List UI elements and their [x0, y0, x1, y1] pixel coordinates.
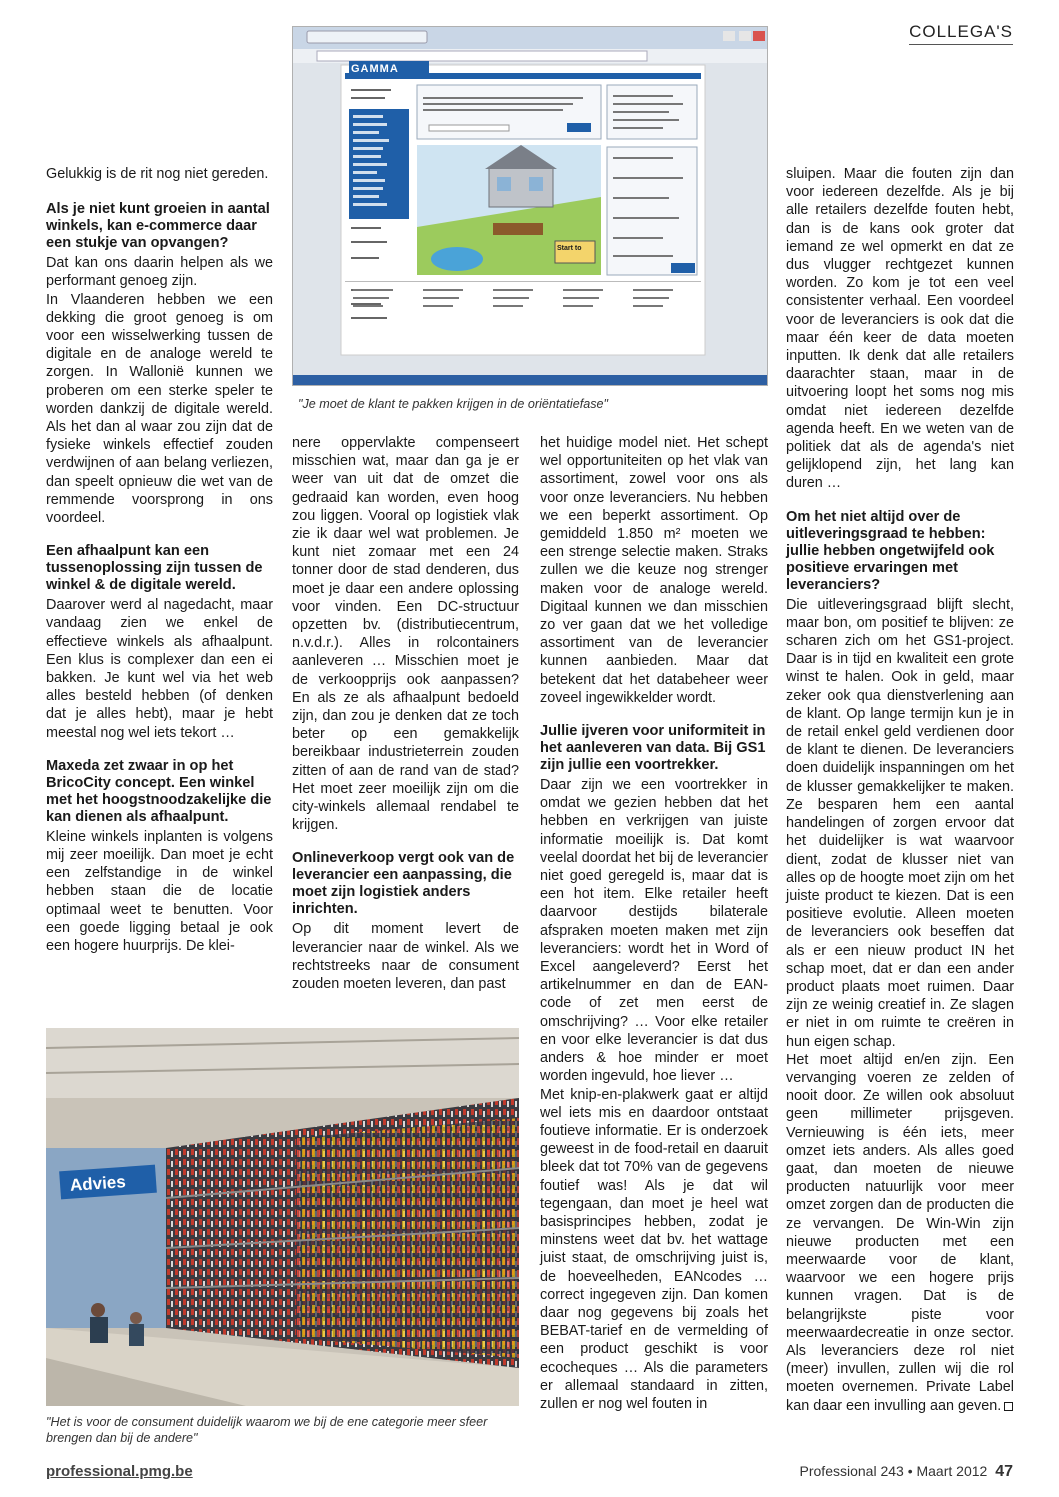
article-column-3 — [540, 434, 768, 1413]
article-heading: Als je niet kunt groeien in aantal winkels, kan e-commerce daar een stukje van opvangen? — [46, 201, 270, 252]
website-screenshot — [292, 26, 768, 386]
article-paragraph: het huidige model niet. Het schept wel opportuniteiten op het vlak van assortiment, zowel voor ons als voor onze leveranciers. Nu hebben we een beperkt assortiment. Op gemiddeld 1.850 m² moeten we een strenge selectie maken. Straks zullen we die keuze nog strenger maken voor de analoge wereld. Digitaal kunnen we dan misschien zo ver gaan dat we het volledige assortiment van de leverancier kunnen aanbieden. Maar dat betekent dat het databeheer weer zoveel ingewikkelder wordt. — [540, 435, 768, 706]
photo-caption: "Het is voor de consument duidelijk waarom we bij de ene categorie meer sfeer brengen dan bij de andere" — [46, 1415, 488, 1445]
footer-website[interactable]: professional.pmg.be — [46, 1463, 193, 1480]
end-of-article-icon — [1004, 1402, 1013, 1411]
article-heading: Maxeda zet zwaar in op het BricoCity concept. Een winkel met het hoogstnoodzakelijke die kan dienen als afhaalpunt. — [46, 757, 272, 825]
article-paragraph: Gelukkig is de rit nog niet gereden. — [46, 166, 269, 182]
gamma-logo: GAMMA — [351, 63, 399, 75]
article-heading: Om het niet altijd over de uitleveringsgraad te hebben: jullie hebben ongetwijfeld ook positieve ervaringen met leveranciers? — [786, 508, 995, 593]
article-paragraph: Dat kan ons daarin helpen als we performant genoeg zijn. — [46, 255, 273, 290]
advies-sign: Advies — [69, 1172, 127, 1195]
article-column-1 — [46, 165, 273, 955]
article-paragraph: In Vlaanderen hebben we een dekking die groot genoeg is om voor een wisselwerking tussen de digitale en de analoge wereld te zorgen. In Wallonië kunnen we proberen om een sterke speler te worden dankzij de digitale wereld. Als het dan al waar zou zijn dat de fysieke winkels effectief zouden verdwijnen of aan belang verliezen, dan speelt opnieuw die wet van de remmende voorsprong in ons voordeel. — [46, 291, 273, 527]
screenshot-caption: "Je moet de klant te pakken krijgen in de oriëntatiefase" — [298, 397, 608, 411]
article-paragraph: sluipen. Maar die fouten zijn dan voor iedereen dezelfde. Als je bij alle retailers dezelfde fouten hebt, dan is de kans ook groter dat iemand ze wel opmerkt en dat ze dus vlugger rechtgezet kunnen worden. Zo kom je tot een veel consistenter verhaal. Een voordeel voor de leveranciers is ook dat die maar één keer de data moeten inputten. Ik denk dat alle retailers daarachter staan, maar in de uitvoering loopt het soms nog mis omdat niet iedereen dezelfde agenda heeft. En we weten van de politiek dat als de agenda's niet gelijklopend zijn, het lang kan duren … — [786, 166, 1014, 492]
store-aisle-photo — [46, 1028, 519, 1406]
article-column-2 — [292, 434, 519, 993]
article-paragraph: Kleine winkels inplanten is volgens mij zeer moeilijk. Dan moet je echt een zelfstandige in de winkel hebben staan die de locatie optimaal weet te benutten. Voor een goede ligging betaal je ook een hogere huurprijs. De klei- — [46, 828, 273, 955]
article-paragraph: Daarover werd al nagedacht, maar vandaag zien we enkel de effectieve winkels als afhaalpunt. Een klus is complexer dan een ei bakken. Je kunt wel via het web alles besteld hebben (of denken dat je alles hebt), maar je hebt meestal nog wel iets tekort … — [46, 597, 273, 741]
article-paragraph: Daar zijn we een voortrekker in omdat we gezien hebben dat het hebben en verkrijgen van juiste informatie moeilijk is. Dat komt veelal doordat het bij de leverancier niet goed geregeld is, maar dat is een hot item. Elke retailer heeft daarvoor destijds bilaterale afspraken moeten maken met zijn leveranciers: wordt het in Word of Excel aangeleverd? Eerst het artikelnummer en dan de EAN-code of zet men eerst de omschrijving? … Voor elke retailer en voor elke leverancier is dat dus anders & hoe minder er moet worden ingevuld, hoe liever … — [540, 777, 768, 1085]
footer-issue — [800, 1463, 1013, 1481]
issue-info: Professional 243 • Maart 2012 — [799, 1463, 988, 1479]
section-label: COLLEGA'S — [909, 22, 1013, 45]
store-aisle-graphic — [46, 1028, 519, 1406]
start-to-banner: Start to — [557, 245, 582, 252]
article-paragraph: Op dit moment levert de leverancier naar de winkel. Als we rechtstreeks naar de consument zouden moeten leveren, dan past — [292, 921, 519, 993]
article-heading: Jullie ijveren voor uniformiteit in het aanleveren van data. Bij GS1 zijn jullie een voortrekker. — [540, 723, 766, 774]
website-screenshot-graphic — [293, 27, 768, 386]
article-paragraph: Het moet altijd en/en zijn. Een vervanging voeren ze zelden of nooit door. Ze willen ook absoluut geen millimeter prijsgeven. Vernieuwing is één iets, meer omzet iets anders. Als alles goed gaat, dan moeten de nieuwe producten natuurlijk voor meer omzet zorgen dan de producten die ze vervangen. De Win-Win zijn nieuwe producten met een meerwaarde voor de klant, waarvoor we een hogere prijs kunnen vragen. Dat is de belangrijkste piste voor meerwaardecreatie in onze sector. Als leveranciers deze rol niet (meer) invullen, zullen wij die rol moeten overnemen. Private Label kan daar een invulling aan geven. — [786, 1051, 1014, 1414]
article-heading: Onlineverkoop vergt ook van de leverancier een aanpassing, die moet zijn logistiek anders inrichten. — [292, 850, 515, 918]
article-paragraph: Met knip-en-plakwerk gaat er altijd wel iets mis en daardoor ontstaat foutieve informatie. Er is onderzoek geweest in de food-retail en daaruit bleek dat tot 70% van de gegevens foutief was! Als je dat wil tegengaan, dan moet je heel wat basisprincipes hebben, zodat je minstens weet dat bv. het wattage juist staat, de omschrijving juist is, de hoeveelheden, EANcodes … correct ingegeven zijn. Dan komen daar nog gegevens bij zoals het BEBAT-tarief en de vermelding of een product geschikt is voor ecocheques … Als die parameters er allemaal standaard in zitten, zullen er nog wel fouten in — [540, 1086, 768, 1412]
article-column-4 — [786, 165, 1014, 1415]
article-paragraph: Die uitleveringsgraad blijft slecht, maar bon, om positief te blijven: ze scharen zich om het GS1-project. Daar is in tijd en kwaliteit een grote winst te halen. Ook in geld, maar zeker ook qua dienstverlening aan de klant. Op lange termijn kun je in de retail enkel geld verdienen door de klant te dienen. De leveranciers doen duidelijk inspanningen om het de klusser gemakkelijker te maken. Ze besparen hem een aantal handelingen of zorgen ervoor dat het duidelijker is wat waarvoor dient, zodat de klusser niet van alles op de hoogte moet zijn om het juiste product te kiezen. Dat is een positieve evolutie. Alleen moeten de leveranciers ook beseffen dat als er een nieuw product IN het schap moet, dat er dan een ander product plaats moet ruimen. Daar zijn ze weinig creatief in. Ze slagen er niet in om ruimte te creëren in hun eigen schap. — [786, 596, 1014, 1050]
article-heading: Een afhaalpunt kan een tussenoplossing zijn tussen de winkel & de digitale wereld. — [46, 543, 263, 594]
page-number: 47 — [995, 1463, 1013, 1480]
article-paragraph: nere oppervlakte compenseert misschien wat, maar dan ga je er weer van uit dat de omzet die gedraaid kan worden, even hoog zou liggen. Vooral op logistiek vlak zie ik daar wel wat problemen. Je kunt niet zomaar met een 24 tonner door de stad denderen, dus moet je daar een andere oplossing voor vinden. Een DC-structuur opzetten bv. (distributiecentrum, n.v.d.r.). Alles in rolcontainers aanleveren … Misschien moet je de verkoopprijs ook aanpassen? En als ze als afhaalpunt bedoeld zijn, dan zou je denken dat ze toch beter op een gemakkelijk bereikbaar industrieterrein zouden zitten of aan de rand van de stad? Het moet zeer moeilijk zijn om die city-winkels allemaal rendabel te krijgen. — [292, 435, 519, 834]
